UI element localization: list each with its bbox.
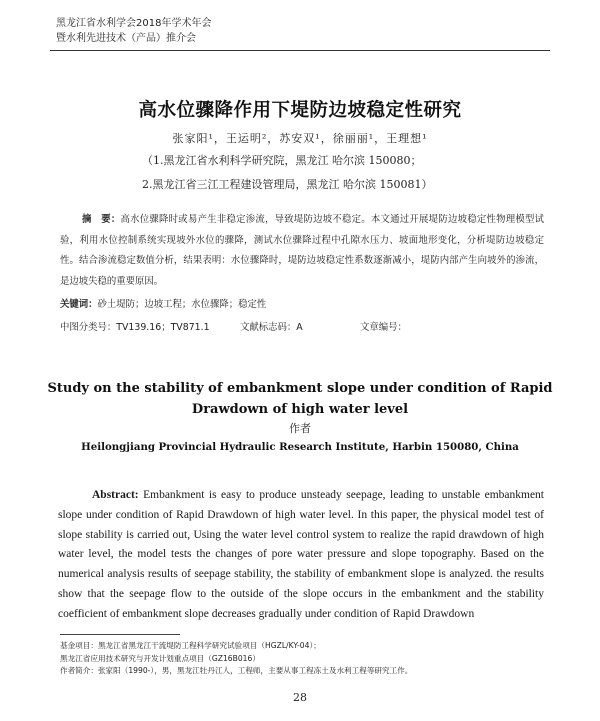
- english-title-line-2: Drawdown of high water level: [191, 402, 409, 417]
- clc-label: 中图分类号：: [60, 322, 117, 333]
- chinese-authors: 张家阳¹，王运明²，苏安双¹，徐丽丽¹，王理想¹: [172, 132, 428, 145]
- running-head-line-2: 暨水利先进技术（产品）推介会: [56, 33, 196, 44]
- running-head: [56, 16, 476, 46]
- chinese-abstract-text: 高水位骤降时或易产生非稳定渗流，导致堤防边坡不稳定。本文通过开展堤防边坡稳定性物理模型试验，利用水位控制系统实现坡外水位的骤降，测试水位骤降过程中孔隙水压力、坡面地形变化，分析堤防边坡稳定性。结合渗流稳定数值分析，结果表明：水位骤降时，堤防边坡稳定性系数逐渐减小，堤防内部产生向坡外的渗流，是边坡失稳的重要原因。: [60, 214, 544, 287]
- english-affiliation: Heilongjiang Provincial Hydraulic Research Institute, Harbin 150080, China: [81, 441, 519, 453]
- page-number: 28: [293, 691, 307, 704]
- english-abstract: [58, 486, 544, 625]
- chinese-title: 高水位骤降作用下堤防边坡稳定性研究: [138, 100, 462, 121]
- chinese-abstract-label: 摘 要：: [82, 214, 121, 225]
- footnote-fund-2: 黑龙江省应用技术研究与开发计划重点项目（GZ16B016）: [60, 653, 260, 663]
- doc-code-group: [240, 319, 360, 333]
- footnote-fund: 基金项目：黑龙江省黑龙江干流堤防工程科学研究试验项目（HGZL/KY-04）；: [60, 641, 321, 650]
- chinese-abstract: [60, 210, 544, 292]
- chinese-affiliation-2: 2.黑龙江省三江工程建设管理局，黑龙江 哈尔滨 150081）: [142, 178, 433, 191]
- footnotes: [60, 640, 540, 678]
- article-number-label: 文章编号：: [360, 322, 407, 333]
- english-title-line-1: Study on the stability of embankment slope under condition of Rapid: [47, 381, 553, 396]
- classification-line: [60, 319, 544, 333]
- clc-group: [60, 319, 240, 333]
- chinese-keywords: [60, 296, 544, 310]
- chinese-affiliation-1: （1.黑龙江省水利科学研究院，黑龙江 哈尔滨 150080；: [142, 154, 422, 167]
- english-author: 作者: [289, 422, 311, 435]
- doc-code-label: 文献标志码：: [240, 322, 297, 333]
- header-rule: [50, 50, 550, 51]
- english-abstract-label: Abstract:: [92, 489, 139, 501]
- keywords-label: 关键词：: [60, 299, 98, 310]
- footnote-author-bio: 作者简介：张家阳（1990-），男，黑龙江牡丹江人，工程师，主要从事工程冻土及水利工程等研究工作。: [60, 666, 413, 675]
- english-title: [0, 378, 600, 420]
- keywords-text: 砂土堤防；边坡工程；水位骤降；稳定性: [97, 299, 267, 310]
- running-head-line-1: 黑龙江省水利学会2018年学术年会: [56, 18, 212, 29]
- footnote-rule: [60, 634, 180, 635]
- clc-value: TV139.16；TV871.1: [116, 322, 210, 333]
- english-abstract-text: Embankment is easy to produce unsteady seepage, leading to unstable embankment slope under condition of Rapid Drawdown of high water level. In this paper, the physical model test of slope stability is carried out, Using the water level control system to realize the rapid drawdown of high water level, the model tests the changes of pore water pressure and slope topography. Based on the numerical analysis results of seepage stability, the stability of embankment slope is analyzed. the results show that the seepage flow to the outside of the slope occurs in the embankment and the stability coefficient of embankment slope decreases gradually under condition of Rapid Drawdown: [58, 489, 544, 620]
- doc-code-value: A: [296, 322, 303, 333]
